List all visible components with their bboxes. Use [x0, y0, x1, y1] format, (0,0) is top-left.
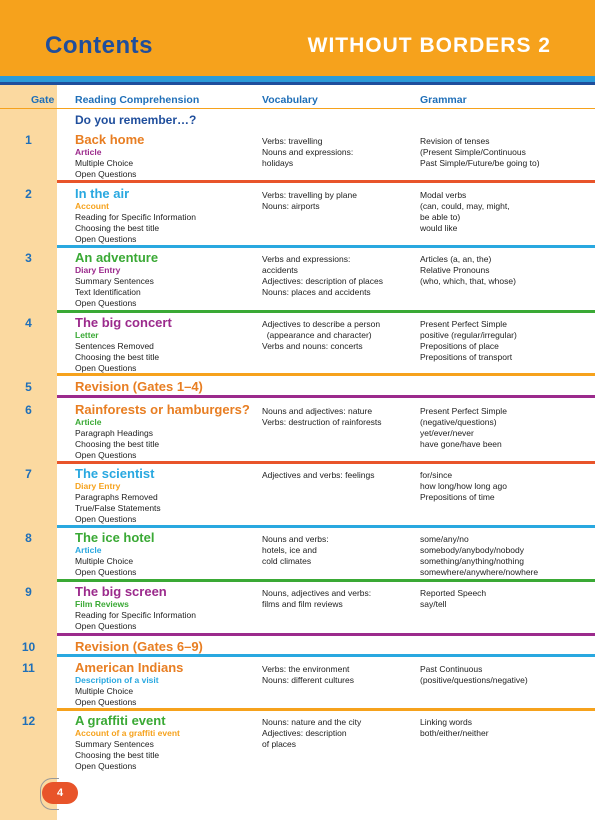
- vocabulary-item: Nouns: airports: [262, 201, 320, 211]
- vocabulary-item: Nouns and adjectives: nature: [262, 406, 373, 416]
- unit-title: A graffiti event: [75, 713, 166, 728]
- reading-task: Open Questions: [75, 697, 137, 707]
- header-stripe-dark: [0, 82, 595, 85]
- reading-task: True/False Statements: [75, 503, 161, 513]
- page-number: 4: [42, 782, 78, 804]
- unit-title: Revision (Gates 1–4): [75, 379, 203, 394]
- unit-separator: [57, 633, 595, 636]
- unit-title: Back home: [75, 132, 145, 147]
- unit-title: An adventure: [75, 250, 159, 265]
- vocabulary-column: [262, 136, 353, 169]
- vocabulary-item: Verbs: travelling: [262, 136, 323, 146]
- grammar-item: Present Perfect Simple: [420, 406, 507, 416]
- vocabulary-column: [262, 664, 354, 686]
- text-genre: Article: [75, 545, 102, 555]
- reading-task: Multiple Choice: [75, 556, 134, 566]
- grammar-item: both/either/neither: [420, 728, 489, 738]
- unit-title: The ice hotel: [75, 530, 155, 545]
- vocabulary-column: [262, 534, 329, 567]
- reading-task: Open Questions: [75, 298, 137, 308]
- vocabulary-item: accidents: [262, 265, 298, 275]
- unit-title: Rainforests or hamburgers?: [75, 402, 250, 417]
- grammar-item: (Present Simple/Continuous: [420, 147, 526, 157]
- unit-title: Revision (Gates 6–9): [75, 639, 203, 654]
- reading-column: [75, 481, 161, 525]
- reading-task: Open Questions: [75, 761, 137, 771]
- vocabulary-column: [262, 406, 382, 428]
- vocabulary-item: Verbs: travelling by plane: [262, 190, 357, 200]
- grammar-item: say/tell: [420, 599, 447, 609]
- gate-number: 12: [21, 714, 36, 728]
- vocabulary-column: [262, 319, 380, 352]
- gate-number: 10: [21, 640, 36, 654]
- gate-number: 9: [25, 585, 32, 599]
- vocabulary-item: Adjectives: description: [262, 728, 347, 738]
- grammar-item: Past Continuous: [420, 664, 483, 674]
- reading-task: Paragraphs Removed: [75, 492, 158, 502]
- grammar-column: [420, 136, 540, 169]
- reading-column: [75, 265, 154, 309]
- unit-separator: [57, 461, 595, 464]
- reading-task: Open Questions: [75, 567, 137, 577]
- text-genre: Letter: [75, 330, 99, 340]
- reading-task: Open Questions: [75, 621, 137, 631]
- reading-task: Open Questions: [75, 514, 137, 524]
- reading-task: Choosing the best title: [75, 223, 160, 233]
- grammar-item: be able to): [420, 212, 461, 222]
- unit-separator: [57, 708, 595, 711]
- gate-number: 5: [25, 380, 32, 394]
- vocabulary-item: (appearance and character): [262, 330, 372, 340]
- reading-task: Summary Sentences: [75, 276, 154, 286]
- grammar-item: somewhere/anywhere/nowhere: [420, 567, 539, 577]
- vocabulary-item: Nouns: different cultures: [262, 675, 354, 685]
- vocabulary-item: of places: [262, 739, 297, 749]
- series-title: WITHOUT BORDERS 2: [307, 34, 551, 57]
- grammar-item: have gone/have been: [420, 439, 502, 449]
- text-genre: Article: [75, 147, 102, 157]
- vocabulary-item: cold climates: [262, 556, 312, 566]
- vocabulary-item: holidays: [262, 158, 294, 168]
- unit-title: American Indians: [75, 660, 184, 675]
- grammar-item: somebody/anybody/nobody: [420, 545, 524, 555]
- grammar-column: [420, 588, 486, 610]
- grammar-item: Prepositions of time: [420, 492, 495, 502]
- grammar-item: (positive/questions/negative): [420, 675, 528, 685]
- gate-number: 11: [22, 661, 35, 675]
- vocabulary-item: Nouns and expressions:: [262, 147, 354, 157]
- vocabulary-item: Verbs and nouns: concerts: [262, 341, 363, 351]
- grammar-column: [420, 664, 528, 686]
- gate-number: 4: [25, 316, 32, 330]
- unit-separator: [57, 525, 595, 528]
- grammar-item: Past Simple/Future/be going to): [420, 158, 540, 168]
- column-header-gate: Gate: [31, 94, 55, 106]
- column-header-vocabulary: Vocabulary: [262, 94, 318, 106]
- vocabulary-item: Adjectives and verbs: feelings: [262, 470, 375, 480]
- column-header-reading: Reading Comprehension: [75, 94, 200, 106]
- reading-task: Choosing the best title: [75, 750, 160, 760]
- unit-title: In the air: [75, 186, 130, 201]
- unit-separator: [57, 310, 595, 313]
- intro-title: Do you remember…?: [75, 113, 197, 127]
- grammar-column: [420, 717, 489, 739]
- grammar-item: Present Perfect Simple: [420, 319, 507, 329]
- reading-task: Open Questions: [75, 363, 137, 373]
- reading-column: [75, 330, 159, 374]
- grammar-item: Revision of tenses: [420, 136, 490, 146]
- grammar-item: how long/how long ago: [420, 481, 507, 491]
- vocabulary-item: Nouns: nature and the city: [262, 717, 362, 727]
- unit-title: The big screen: [75, 584, 167, 599]
- vocabulary-column: [262, 254, 383, 298]
- text-genre: Account: [75, 201, 109, 211]
- grammar-column: [420, 254, 516, 287]
- reading-task: Open Questions: [75, 234, 137, 244]
- reading-task: Multiple Choice: [75, 686, 134, 696]
- reading-column: [75, 545, 136, 578]
- vocabulary-item: Verbs and expressions:: [262, 254, 351, 264]
- unit-separator: [57, 373, 595, 376]
- grammar-item: Reported Speech: [420, 588, 487, 598]
- grammar-item: would like: [420, 223, 458, 233]
- grammar-item: (can, could, may, might,: [420, 201, 510, 211]
- reading-column: [75, 675, 159, 708]
- grammar-item: Prepositions of place: [420, 341, 499, 351]
- reading-column: [75, 147, 136, 180]
- grammar-item: yet/ever/never: [420, 428, 474, 438]
- grammar-column: [420, 534, 538, 578]
- grammar-item: (who, which, that, whose): [420, 276, 516, 286]
- reading-task: Reading for Specific Information: [75, 610, 196, 620]
- gate-number: 3: [25, 251, 32, 265]
- unit-separator: [57, 654, 595, 657]
- reading-column: [75, 417, 159, 461]
- vocabulary-item: Nouns: places and accidents: [262, 287, 371, 297]
- grammar-item: some/any/no: [420, 534, 469, 544]
- reading-task: Multiple Choice: [75, 158, 134, 168]
- reading-task: Open Questions: [75, 450, 137, 460]
- reading-task: Choosing the best title: [75, 352, 160, 362]
- reading-column: [75, 201, 196, 245]
- reading-task: Summary Sentences: [75, 739, 154, 749]
- vocabulary-item: hotels, ice and: [262, 545, 317, 555]
- reading-column: [75, 599, 196, 632]
- grammar-item: positive (regular/irregular): [420, 330, 517, 340]
- reading-task: Sentences Removed: [75, 341, 154, 351]
- reading-task: Reading for Specific Information: [75, 212, 196, 222]
- unit-separator: [57, 395, 595, 398]
- vocabulary-item: Verbs: the environment: [262, 664, 350, 674]
- grammar-item: (negative/questions): [420, 417, 497, 427]
- vocabulary-item: Verbs: destruction of rainforests: [262, 417, 382, 427]
- unit-title: The scientist: [75, 466, 155, 481]
- vocabulary-column: [262, 588, 371, 610]
- unit-separator: [57, 579, 595, 582]
- text-genre: Diary Entry: [75, 265, 121, 275]
- page-title: Contents: [45, 32, 153, 59]
- text-genre: Film Reviews: [75, 599, 129, 609]
- gate-number: 6: [25, 403, 32, 417]
- grammar-item: Relative Pronouns: [420, 265, 490, 275]
- header-bar: [0, 0, 595, 76]
- unit-title: The big concert: [75, 315, 172, 330]
- reading-task: Text Identification: [75, 287, 141, 297]
- text-genre: Account of a graffiti event: [75, 728, 180, 738]
- unit-separator: [57, 245, 595, 248]
- grammar-item: Articles (a, an, the): [420, 254, 492, 264]
- grammar-item: something/anything/nothing: [420, 556, 524, 566]
- grammar-column: [420, 319, 517, 363]
- reading-task: Open Questions: [75, 169, 137, 179]
- vocabulary-column: [262, 190, 357, 212]
- vocabulary-column: [262, 470, 374, 481]
- reading-task: Paragraph Headings: [75, 428, 153, 438]
- unit-separator: [57, 180, 595, 183]
- grammar-item: Prepositions of transport: [420, 352, 513, 362]
- gate-number: 7: [25, 467, 32, 481]
- grammar-item: for/since: [420, 470, 453, 480]
- text-genre: Article: [75, 417, 102, 427]
- grammar-column: [420, 406, 507, 450]
- vocabulary-column: [262, 717, 361, 750]
- reading-column: [75, 728, 180, 772]
- grammar-item: Linking words: [420, 717, 472, 727]
- column-header-grammar: Grammar: [420, 94, 467, 106]
- gate-number: 2: [25, 187, 32, 201]
- vocabulary-item: Adjectives: description of places: [262, 276, 383, 286]
- text-genre: Diary Entry: [75, 481, 121, 491]
- gate-number: 8: [25, 531, 32, 545]
- grammar-column: [420, 470, 507, 503]
- vocabulary-item: Nouns and verbs:: [262, 534, 329, 544]
- vocabulary-item: Adjectives to describe a person: [262, 319, 381, 329]
- grammar-column: [420, 190, 510, 234]
- vocabulary-item: Nouns, adjectives and verbs:: [262, 588, 372, 598]
- reading-task: Choosing the best title: [75, 439, 160, 449]
- grammar-item: Modal verbs: [420, 190, 467, 200]
- vocabulary-item: films and film reviews: [262, 599, 343, 609]
- column-header-divider: [0, 108, 595, 109]
- text-genre: Description of a visit: [75, 675, 159, 685]
- gate-number: 1: [25, 133, 32, 147]
